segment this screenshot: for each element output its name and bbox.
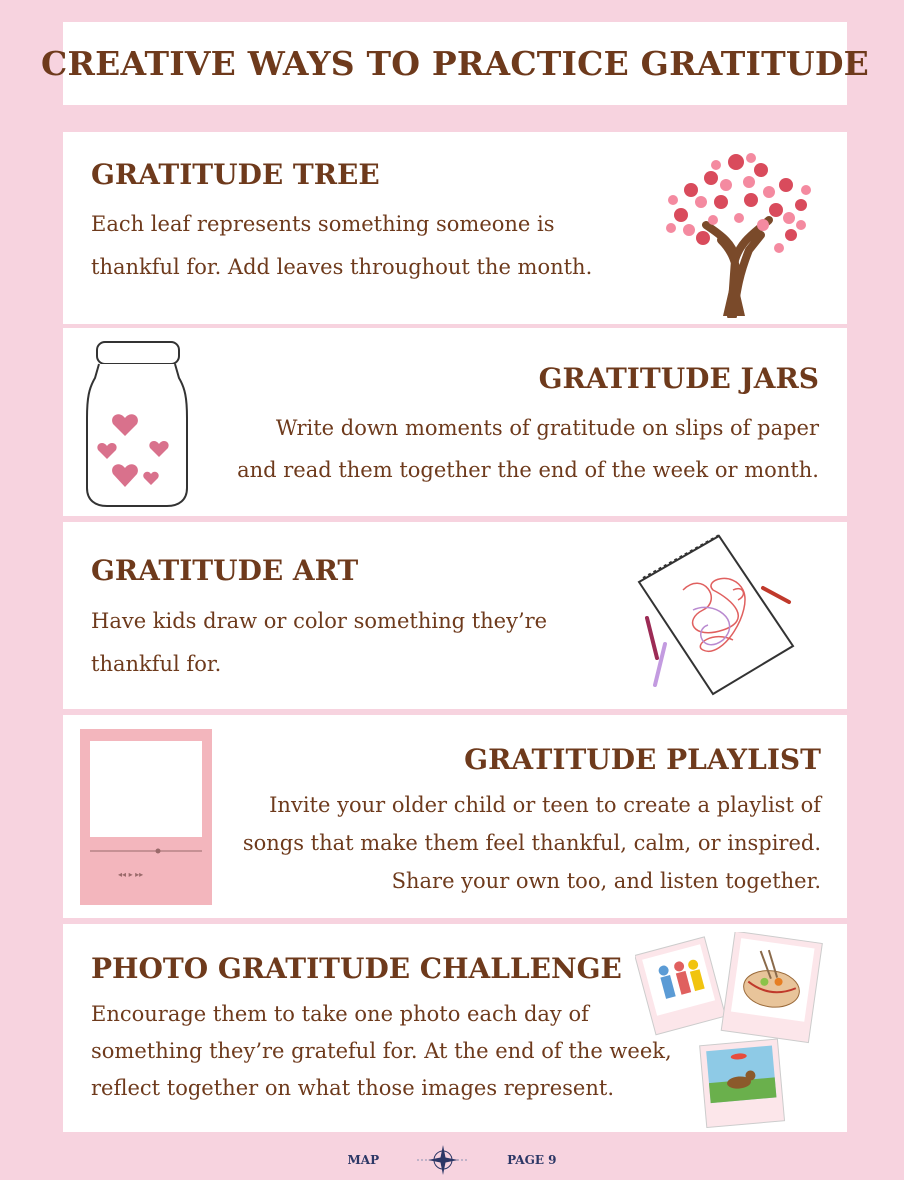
section-text-line: Share your own too, and listen together. [391,869,821,893]
heart-jar-icon [85,338,189,510]
section-text-line: Each leaf represents something someone is [91,212,555,236]
section-heading: GRATITUDE TREE [91,158,380,191]
page-title: CREATIVE WAYS TO PRACTICE GRATITUDE [41,44,869,83]
section-text-line: reflect together on what those images represent. [91,1076,614,1100]
section-heading: PHOTO GRATITUDE CHALLENGE [91,952,622,985]
section-text-line: Invite your older child or teen to create a playlist of [269,793,821,817]
section-heading: GRATITUDE PLAYLIST [464,743,821,776]
sketchpad-icon [633,530,803,700]
section-gratitude-jars [63,328,847,516]
title-box [41,22,869,105]
section-gratitude-tree [63,132,847,324]
compass-icon [415,1144,471,1176]
section-text-line: Have kids draw or color something they’re [91,609,548,633]
section-text-line: songs that make them feel thankful, calm, or inspired. [242,831,821,855]
music-player-icon [78,727,214,907]
section-gratitude-art [63,522,847,709]
page-number: PAGE 9 [507,1153,557,1167]
section-gratitude-playlist [63,715,847,918]
section-text-line: something they’re grateful for. At the end of the week, [91,1039,672,1063]
section-text-line: thankful for. [91,652,222,676]
section-text-line: and read them together the end of the week or month. [237,458,819,482]
section-text-line: thankful for. Add leaves throughout the month. [91,255,593,279]
heart-tree-icon [651,140,823,318]
section-heading: GRATITUDE JARS [538,362,819,395]
photos-icon [635,932,835,1128]
section-photo-gratitude-challenge [63,924,847,1132]
footer [0,1140,904,1180]
svg-text:◂◂ ▸ ▸▸: ◂◂ ▸ ▸▸ [118,870,144,879]
footer-brand: MAP [347,1153,380,1167]
section-text-line: Encourage them to take one photo each day of [91,1002,589,1026]
section-heading: GRATITUDE ART [91,554,359,587]
section-text-line: Write down moments of gratitude on slips of paper [275,416,819,440]
